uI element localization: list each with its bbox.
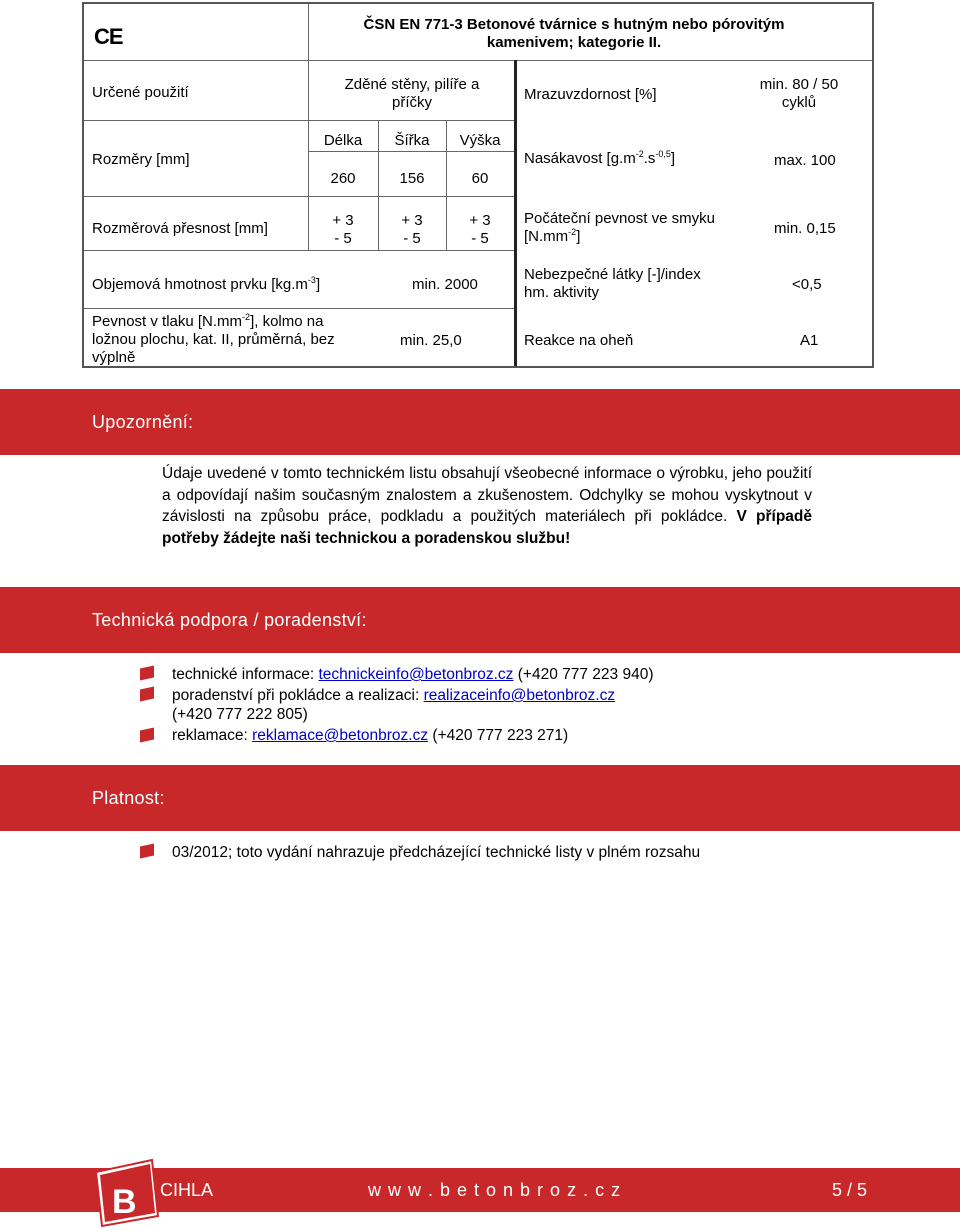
warning-text: Údaje uvedené v tomto technickém listu obsahují všeobecné informace o výrobku, jeho použití a odpovídají našim současným znalostem a zkušenostem. Odchylky se mohou vyskytnout v závislosti na způsobu práce, podkladu a použitých materiálech při pokládce. V případě potřeby žádejte naši technickou a poradenskou službu! — [162, 465, 813, 547]
support-item-technical: technické informace: technickeinfo@betonbroz.cz (+420 777 223 940) — [172, 666, 654, 683]
frost-label: Mrazuvzdornost [%] — [524, 86, 657, 103]
absorption-value: max. 100 — [774, 152, 836, 169]
fire-value: A1 — [800, 332, 819, 349]
technical-email-link[interactable]: technickeinfo@betonbroz.cz — [318, 666, 514, 683]
footer-page-number: 5 / 5 — [832, 1180, 868, 1200]
ce-mark-icon: CE — [94, 24, 123, 49]
dim-value-width: 156 — [399, 170, 425, 187]
spec-title: ČSN EN 771-3 Betonové tvárnice s hutným nebo pórovitým kamenivem; kategorie II. — [363, 16, 785, 51]
logo-letter: B — [112, 1183, 137, 1221]
warning-text-bold: V případě potřeby žádejte naši technickou a poradenskou službu! — [162, 508, 813, 547]
warning-title: Upozornění: — [92, 412, 194, 432]
support-item-realization: poradenství při pokládce a realizaci: realizaceinfo@betonbroz.cz (+420 777 222 805) — [172, 687, 616, 723]
hazard-value: <0,5 — [792, 276, 822, 293]
footer-website[interactable]: w w w . b e t o n b r o z . c z — [368, 1180, 622, 1200]
absorption-label: Nasákavost $[g.m^{-2}.s^{-0,5}]$ — [524, 149, 676, 167]
strength-label: Pevnost v tlaku $[N.mm^{-2}]$, kolmo na ložnou plochu, kat. II, průměrná, bez výplně — [92, 312, 335, 366]
intended-use-value: Zděné stěny, pilíře a příčky — [344, 76, 480, 111]
dim-header-length: Délka — [323, 132, 363, 149]
validity-bar — [0, 765, 960, 831]
validity-title: Platnost: — [92, 788, 165, 808]
bullet-icon — [140, 728, 154, 743]
density-label: Objemová hmotnost prvku $[kg.m^{-3}]$ — [92, 275, 321, 293]
tolerance-width: + 3 - 5 — [401, 212, 423, 247]
bullet-icon — [140, 666, 154, 681]
dim-value-height: 60 — [471, 170, 489, 187]
dim-value-length: 260 — [330, 170, 356, 187]
support-title: Technická podpora / poradenství: — [92, 610, 367, 630]
bullet-icon — [140, 844, 154, 859]
tolerance-label: Rozměrová přesnost [mm] — [92, 220, 268, 237]
fire-label: Reakce na oheň — [524, 332, 634, 349]
validity-text: 03/2012; toto vydání nahrazuje předcházející technické listy v plném rozsahu — [172, 844, 701, 861]
density-value: min. 2000 — [412, 276, 478, 293]
realization-email-link[interactable]: realizaceinfo@betonbroz.cz — [423, 687, 616, 704]
dim-header-width: Šířka — [394, 132, 430, 149]
support-item-complaints: reklamace: reklamace@betonbroz.cz (+420 777 223 271) — [172, 727, 569, 744]
frost-value — [744, 76, 854, 112]
intended-use-label: Určené použití — [92, 84, 189, 101]
warning-bar — [0, 389, 960, 455]
dim-header-height: Výška — [459, 132, 501, 149]
hazard-label: Nebezpečné látky [-]/index hm. aktivity — [524, 266, 701, 301]
dimensions-label: Rozměry [mm] — [92, 151, 190, 168]
bullet-icon — [140, 687, 154, 702]
footer-product: CIHLA — [160, 1180, 214, 1200]
frost-value-line1: min. 80 / 50 — [759, 76, 839, 93]
spec-table — [82, 2, 874, 368]
tolerance-height: + 3 - 5 — [469, 212, 491, 247]
support-bar — [0, 587, 960, 653]
shear-label: Počáteční pevnost ve smyku $[N.mm^{-2}]$ — [524, 210, 715, 245]
frost-value-line2: cyklů — [781, 94, 817, 111]
complaints-email-link[interactable]: reklamace@betonbroz.cz — [252, 727, 429, 744]
strength-value: min. 25,0 — [400, 332, 462, 349]
shear-value: min. 0,15 — [774, 220, 836, 237]
brand-logo-icon — [92, 1158, 162, 1228]
tolerance-length: + 3 - 5 — [332, 212, 354, 247]
